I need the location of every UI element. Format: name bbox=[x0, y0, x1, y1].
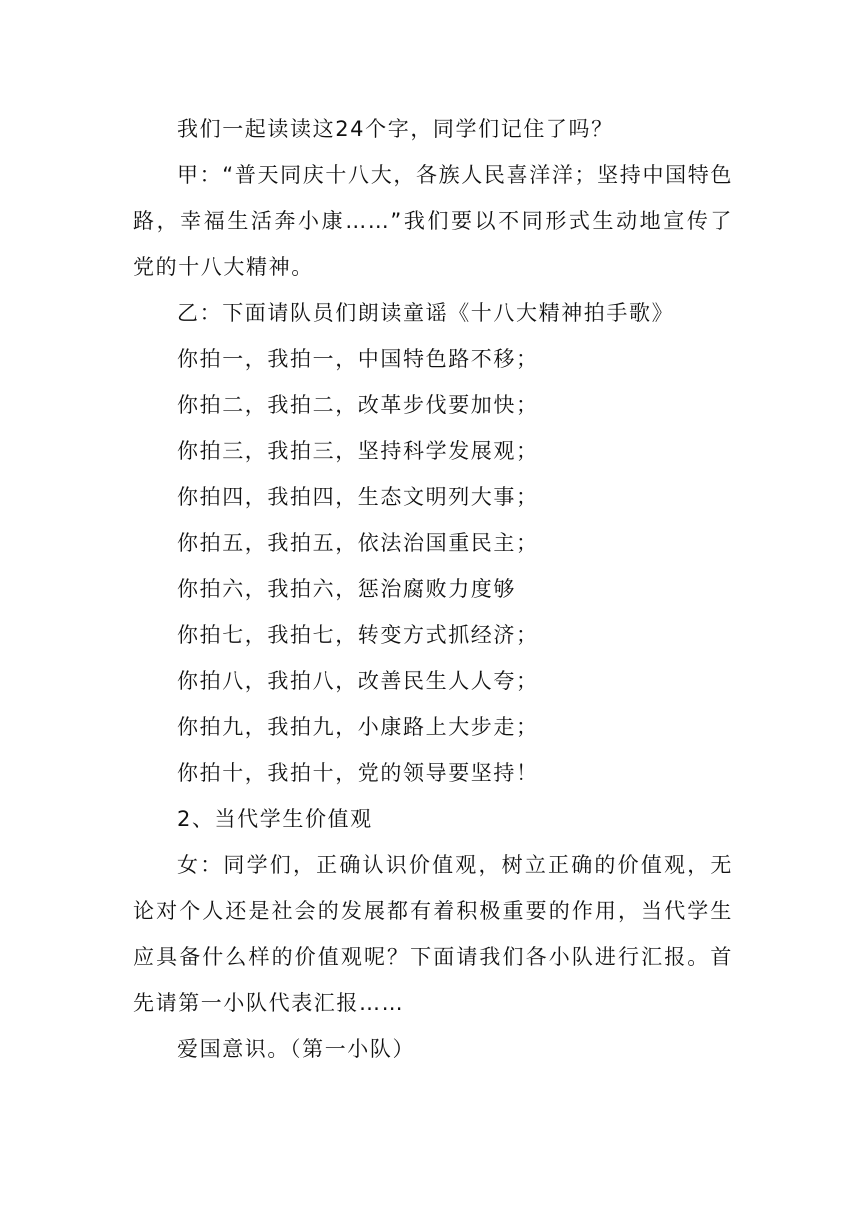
rhyme-line: 你拍三，我拍三，坚持科学发展观； bbox=[177, 439, 539, 463]
rhyme-line: 你拍六，我拍六，惩治腐败力度够 bbox=[177, 577, 516, 601]
rhyme-line: 你拍九，我拍九，小康路上大步走； bbox=[177, 715, 539, 739]
document-body bbox=[133, 106, 733, 1072]
paragraph-jia: 甲：“普天同庆十八大，各族人民喜洋洋；坚持中国特色路，幸福生活奔小康……”我们要以不同形式生动地宣传了党的十八大精神。 bbox=[133, 163, 733, 279]
closing-line: 爱国意识。（第一小队） bbox=[177, 1037, 416, 1061]
paragraph-intro: 我们一起读读这24个字，同学们记住了吗？ bbox=[177, 117, 614, 141]
paragraph-yi: 乙：下面请队员们朗读童谣《十八大精神拍手歌》 bbox=[177, 301, 675, 325]
rhyme-line: 你拍十，我拍十，党的领导要坚持！ bbox=[177, 761, 539, 785]
rhyme-line: 你拍五，我拍五，依法治国重民主； bbox=[177, 531, 539, 555]
rhyme-line: 你拍二，我拍二，改革步伐要加快； bbox=[177, 393, 539, 417]
section-heading: 2、当代学生价值观 bbox=[177, 807, 373, 831]
rhyme-list bbox=[133, 336, 733, 796]
rhyme-line: 你拍八，我拍八，改善民生人人夸； bbox=[177, 669, 539, 693]
rhyme-line: 你拍七，我拍七，转变方式抓经济； bbox=[177, 623, 539, 647]
rhyme-line: 你拍四，我拍四，生态文明列大事； bbox=[177, 485, 539, 509]
rhyme-line: 你拍一，我拍一，中国特色路不移； bbox=[177, 347, 539, 371]
paragraph-female: 女：同学们，正确认识价值观，树立正确的价值观，无论对个人还是社会的发展都有着积极重要的作用，当代学生应具备什么样的价值观呢？下面请我们各小队进行汇报。首先请第一小队代表汇报…… bbox=[133, 853, 733, 1015]
